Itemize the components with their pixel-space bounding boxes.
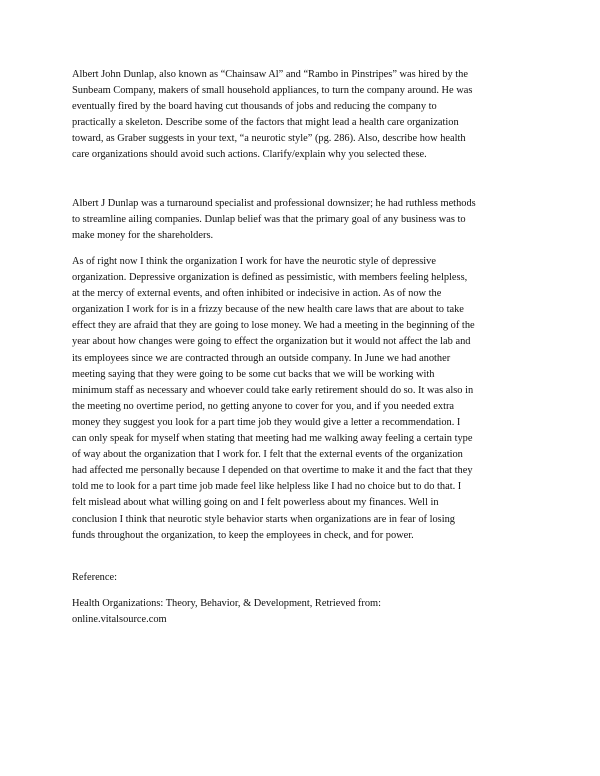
- body-paragraph: As of right now I think the organization I work for have the neurotic style of depressive organization. Depressive organization is defined as pessimistic, with members feeling helpless, at the mercy of external events, and often inhibited or indecisive in action. As of now the organization I work for is in a frizzy because of the new health care laws that are about to take effect they are afraid that they are going to lose money. We had a meeting in the beginning of the year about how changes were going to effect the organization but it would not affect the lab and its employees since we are contracted through an outside company. In June we had another meeting saying that they were going to be some cut backs that we will be working with minimum staff as necessary and whoever could take early retirement should do so. It was also in the meeting no overtime period, no getting anyone to cover for you, and if you needed extra money they suggest you look for a part time job they would give a letter a recommendation. I can only speak for myself when stating that meeting had me walking away feeling a certain type of way about the organization that I work for. I felt that the external events of the organization had affected me personally because I depended on that overtime to make it and the fact that they told me to look for a part time job made feel like helpless like I had no choice but to do that. I felt mislead about what willing going on and I felt powerless about my finances. Well in conclusion I think that neurotic style behavior starts when organizations are in fear of losing funds throughout the organization, to keep the employees in check, and for power.: [72, 256, 475, 541]
- assignment-prompt: Albert John Dunlap, also known as “Chainsaw Al” and “Rambo in Pinstripes” was hired by the Sunbeam Company, makers of small household appliances, to turn the company around. He was eventually fired by the board having cut thousands of jobs and reducing the company to practically a skeleton. Describe some of the factors that might lead a health care organization toward, as Graber suggests in your text, “a neurotic style” (pg. 286). Also, describe how health care organizations should avoid such actions. Clarify/explain why you selected these.: [72, 69, 473, 161]
- intro-paragraph: Albert J Dunlap was a turnaround specialist and professional downsizer; he had ruthless methods to streamline ailing companies. Dunlap belief was that the primary goal of any business was to make money for the shareholders.: [72, 198, 476, 242]
- reference-citation: Health Organizations: Theory, Behavior, & Development, Retrieved from: online.vitalsource.com: [72, 598, 382, 626]
- reference-heading: Reference:: [72, 572, 117, 583]
